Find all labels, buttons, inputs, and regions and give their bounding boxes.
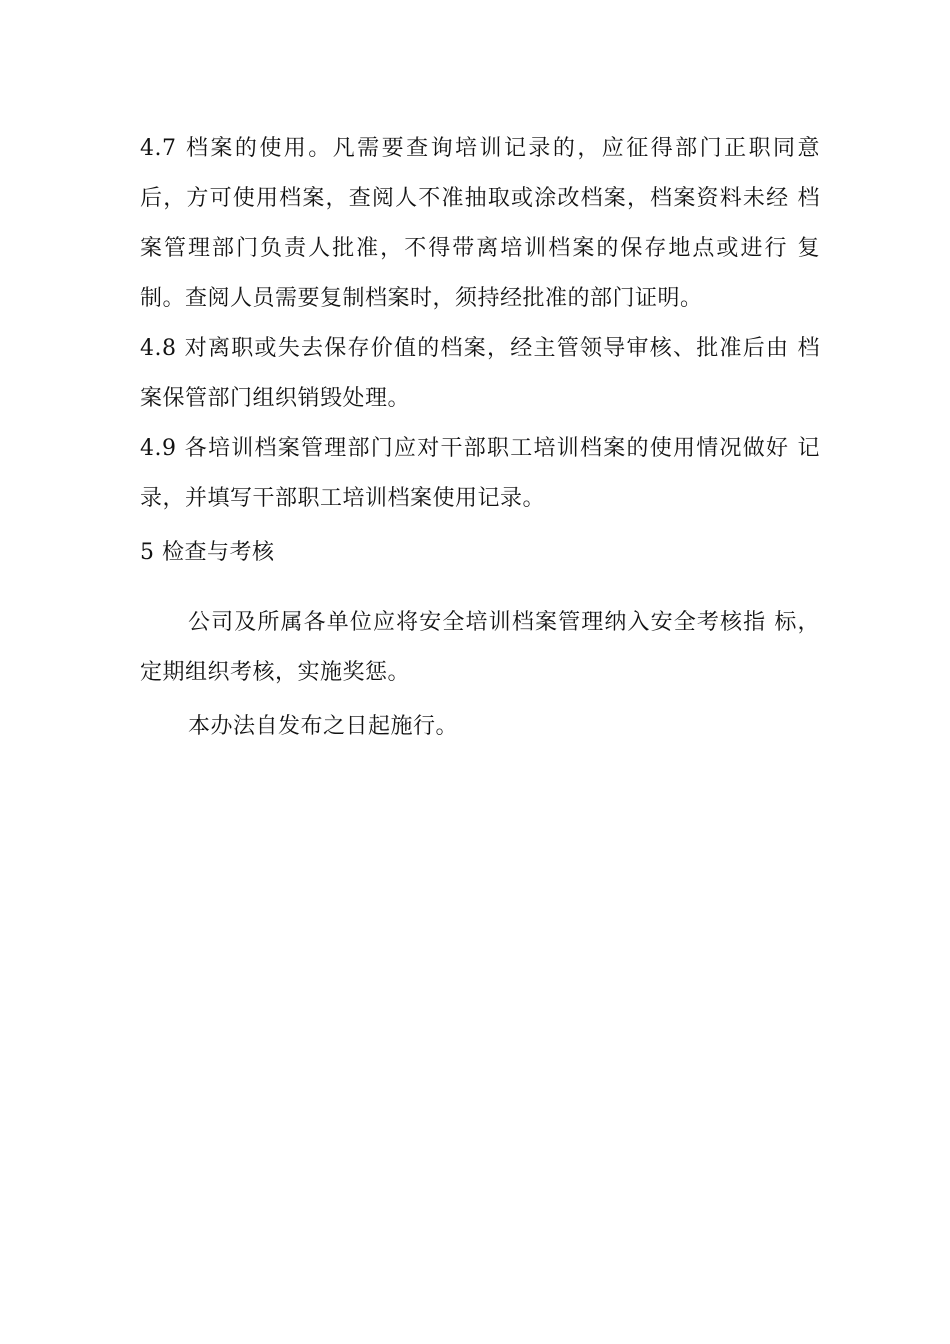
clause-4-7-paragraph: 4.7 档案的使用。凡需要查询培训记录的，应征得部门正职同意 后，方可使用档案，查阅人不准抽取或涂改档案，档案资料未经 档案管理部门负责人批准，不得带离培训档案的保存地点或进行 复制。查阅人员需要复制档案时，须持经批准的部门证明。 bbox=[140, 136, 820, 311]
section-5-heading: 5 检查与考核 bbox=[140, 540, 275, 565]
clause-4-9-paragraph: 4.9 各培训档案管理部门应对干部职工培训档案的使用情况做好 记录，并填写干部职工培训档案使用记录。 bbox=[140, 436, 820, 511]
section-5-body-paragraph: 公司及所属各单位应将安全培训档案管理纳入安全考核指 标，定期组织考核，实施奖惩。 bbox=[140, 610, 820, 685]
clause-4-8-paragraph: 4.8 对离职或失去保存价值的档案，经主管领导审核、批准后由 档案保管部门组织销毁处理。 bbox=[140, 336, 820, 411]
closing-paragraph: 本办法自发布之日起施行。 bbox=[188, 714, 459, 739]
